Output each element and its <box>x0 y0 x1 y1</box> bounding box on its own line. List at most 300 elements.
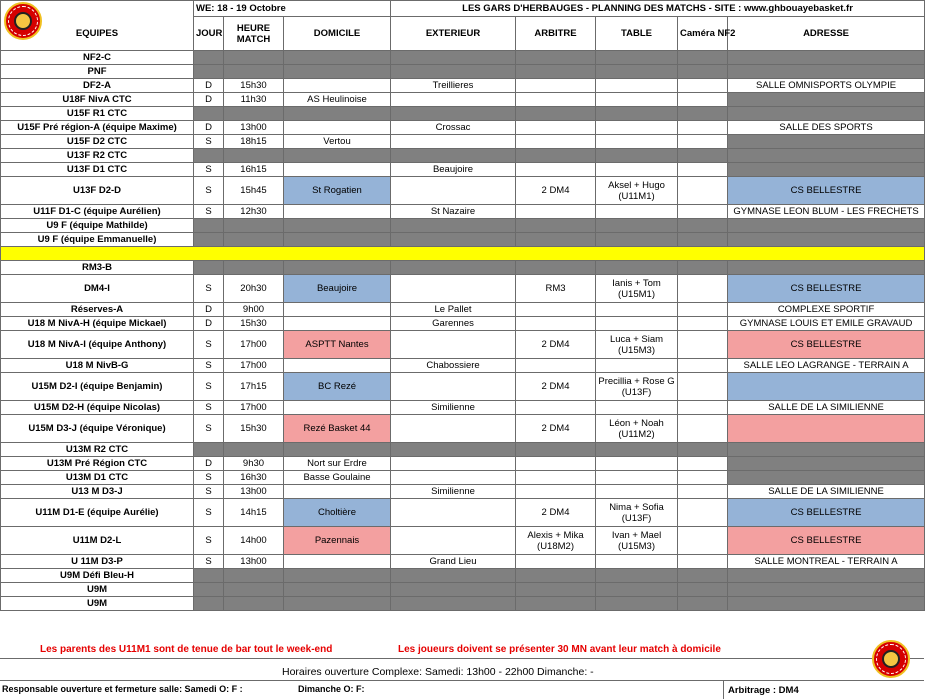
cell-arbitre <box>516 107 596 121</box>
cell-jour: D <box>194 303 224 317</box>
cell-arbitre: 2 DM4 <box>516 331 596 359</box>
cell-domicile <box>284 261 391 275</box>
cell-equipe: U15F R1 CTC <box>1 107 194 121</box>
col-arbitre: ARBITRE <box>516 17 596 51</box>
cell-table-line1: Aksel + Hugo <box>608 179 665 191</box>
cell-arbitre <box>516 135 596 149</box>
cell-heure: 16h15 <box>224 163 284 177</box>
cell-heure <box>224 219 284 233</box>
cell-heure: 13h00 <box>224 555 284 569</box>
cell-exterieur: Chabossiere <box>391 359 516 373</box>
cell-heure: 15h30 <box>224 317 284 331</box>
cell-camera <box>678 107 728 121</box>
cell-equipe: U9M <box>1 597 194 611</box>
cell-arbitre <box>516 583 596 597</box>
cell-equipe: U11F D1-C (équipe Aurélien) <box>1 205 194 219</box>
cell-arbitre <box>516 401 596 415</box>
cell-table <box>596 401 678 415</box>
table-row <box>1 457 925 471</box>
cell-table <box>596 107 678 121</box>
cell-jour: D <box>194 93 224 107</box>
table-row <box>1 261 925 275</box>
cell-exterieur <box>391 583 516 597</box>
cell-arbitre <box>516 261 596 275</box>
cell-table-line2: (U15M3) <box>618 344 655 356</box>
cell-exterieur <box>391 51 516 65</box>
table-row <box>1 303 925 317</box>
cell-arbitre <box>516 219 596 233</box>
cell-heure: 9h30 <box>224 457 284 471</box>
table-row <box>1 471 925 485</box>
cell-jour: S <box>194 415 224 443</box>
cell-adresse: CS BELLESTRE <box>728 275 925 303</box>
cell-exterieur <box>391 65 516 79</box>
cell-table <box>596 443 678 457</box>
cell-jour: S <box>194 331 224 359</box>
cell-exterieur <box>391 135 516 149</box>
cell-jour: S <box>194 135 224 149</box>
cell-table-line2: (U13F) <box>621 386 652 398</box>
cell-camera <box>678 93 728 107</box>
table-row <box>1 401 925 415</box>
cell-camera <box>678 79 728 93</box>
cell-exterieur <box>391 373 516 401</box>
cell-table <box>596 219 678 233</box>
weekend-label: WE: 18 - 19 Octobre <box>194 1 391 17</box>
cell-table <box>596 499 678 527</box>
col-exterieur: EXTERIEUR <box>391 17 516 51</box>
cell-exterieur <box>391 443 516 457</box>
cell-jour: D <box>194 317 224 331</box>
cell-equipe: U11M D1-E (équipe Aurélie) <box>1 499 194 527</box>
cell-adresse <box>728 261 925 275</box>
cell-adresse <box>728 149 925 163</box>
cell-heure <box>224 569 284 583</box>
cell-arbitre <box>516 79 596 93</box>
cell-camera <box>678 303 728 317</box>
cell-adresse <box>728 219 925 233</box>
yellow-separator <box>1 247 925 261</box>
cell-adresse: SALLE DE LA SIMILIENNE <box>728 485 925 499</box>
cell-heure: 16h30 <box>224 471 284 485</box>
cell-heure: 13h00 <box>224 121 284 135</box>
responsible-saturday: Responsable ouverture et fermeture salle: Samedi O: F : <box>2 684 243 694</box>
cell-exterieur <box>391 471 516 485</box>
table-row <box>1 233 925 247</box>
cell-camera <box>678 471 728 485</box>
cell-equipe: U13F R2 CTC <box>1 149 194 163</box>
cell-camera <box>678 219 728 233</box>
cell-jour <box>194 219 224 233</box>
wasp-icon <box>882 650 900 668</box>
cell-heure: 14h15 <box>224 499 284 527</box>
table-row <box>1 219 925 233</box>
table-row <box>1 331 925 359</box>
cell-exterieur <box>391 527 516 555</box>
cell-exterieur <box>391 233 516 247</box>
cell-equipe: U13M Pré Région CTC <box>1 457 194 471</box>
cell-equipe: DF2-A <box>1 79 194 93</box>
cell-arbitre <box>516 527 596 555</box>
table-row <box>1 527 925 555</box>
cell-adresse <box>728 163 925 177</box>
cell-table-line1: Precillia + Rose G <box>598 375 675 387</box>
table-row <box>1 121 925 135</box>
cell-jour <box>194 443 224 457</box>
cell-heure: 12h30 <box>224 205 284 219</box>
footer <box>0 636 924 699</box>
cell-jour: S <box>194 401 224 415</box>
cell-jour <box>194 233 224 247</box>
cell-table <box>596 275 678 303</box>
cell-adresse: SALLE DE LA SIMILIENNE <box>728 401 925 415</box>
cell-exterieur <box>391 569 516 583</box>
cell-arbitre <box>516 443 596 457</box>
cell-arbitre: 2 DM4 <box>516 177 596 205</box>
cell-jour: S <box>194 205 224 219</box>
cell-adresse <box>728 107 925 121</box>
cell-exterieur: Le Pallet <box>391 303 516 317</box>
cell-domicile <box>284 555 391 569</box>
cell-equipe: U18 M NivA-I (équipe Anthony) <box>1 331 194 359</box>
cell-table <box>596 135 678 149</box>
cell-heure: 17h00 <box>224 359 284 373</box>
cell-adresse <box>728 583 925 597</box>
cell-heure: 14h00 <box>224 527 284 555</box>
footer-vdivider <box>723 680 724 699</box>
table-row <box>1 415 925 443</box>
cell-jour <box>194 583 224 597</box>
col-heure: HEURE MATCH <box>224 17 284 51</box>
cell-heure: 9h00 <box>224 303 284 317</box>
cell-table <box>596 359 678 373</box>
cell-table <box>596 597 678 611</box>
cell-domicile <box>284 317 391 331</box>
cell-exterieur <box>391 261 516 275</box>
cell-domicile: BC Rezé <box>284 373 391 401</box>
cell-arbitre <box>516 471 596 485</box>
cell-camera <box>678 163 728 177</box>
cell-camera <box>678 597 728 611</box>
table-row <box>1 135 925 149</box>
cell-camera <box>678 499 728 527</box>
cell-arbitre <box>516 163 596 177</box>
cell-heure <box>224 149 284 163</box>
cell-arbitre <box>516 93 596 107</box>
cell-arbitre <box>516 359 596 373</box>
cell-jour: S <box>194 359 224 373</box>
match-rows <box>1 51 925 611</box>
cell-equipe: U9M Défi Bleu-H <box>1 569 194 583</box>
cell-equipe: U11M D2-L <box>1 527 194 555</box>
cell-arbitre: 2 DM4 <box>516 499 596 527</box>
cell-heure: 17h15 <box>224 373 284 401</box>
cell-heure: 17h00 <box>224 401 284 415</box>
cell-table <box>596 471 678 485</box>
cell-arbitre <box>516 303 596 317</box>
cell-jour: D <box>194 121 224 135</box>
cell-jour: S <box>194 177 224 205</box>
cell-table <box>596 569 678 583</box>
cell-camera <box>678 177 728 205</box>
cell-equipe: U18 M NivB-G <box>1 359 194 373</box>
cell-domicile <box>284 359 391 373</box>
arrival-notice: Les joueurs doivent se présenter 30 MN avant leur match à domicile <box>398 644 721 655</box>
table-row <box>1 359 925 373</box>
cell-equipe: U13F D2-D <box>1 177 194 205</box>
cell-table <box>596 331 678 359</box>
col-table: TABLE <box>596 17 678 51</box>
cell-equipe: U15M D2-I (équipe Benjamin) <box>1 373 194 401</box>
table-row <box>1 499 925 527</box>
cell-adresse <box>728 65 925 79</box>
table-row <box>1 485 925 499</box>
table-row <box>1 205 925 219</box>
cell-arbitre <box>516 569 596 583</box>
cell-domicile <box>284 401 391 415</box>
cell-arbitre: RM3 <box>516 275 596 303</box>
cell-domicile: Vertou <box>284 135 391 149</box>
cell-equipe: RM3-B <box>1 261 194 275</box>
cell-camera <box>678 583 728 597</box>
cell-table-line2: (U11M1) <box>618 190 655 202</box>
cell-domicile <box>284 443 391 457</box>
cell-camera <box>678 135 728 149</box>
cell-heure <box>224 65 284 79</box>
cell-domicile <box>284 303 391 317</box>
cell-adresse <box>728 597 925 611</box>
cell-heure <box>224 107 284 121</box>
cell-jour <box>194 107 224 121</box>
col-domicile: DOMICILE <box>284 17 391 51</box>
cell-arbitre <box>516 51 596 65</box>
cell-equipe: U18F NivA CTC <box>1 93 194 107</box>
cell-equipe: U13M D1 CTC <box>1 471 194 485</box>
cell-domicile: Beaujoire <box>284 275 391 303</box>
cell-exterieur <box>391 499 516 527</box>
cell-exterieur <box>391 107 516 121</box>
cell-adresse: GYMNASE LOUIS ET EMILE GRAVAUD <box>728 317 925 331</box>
table-row <box>1 247 925 261</box>
cell-exterieur <box>391 415 516 443</box>
cell-jour: S <box>194 499 224 527</box>
col-equipes: EQUIPES <box>1 17 194 51</box>
cell-camera <box>678 555 728 569</box>
cell-adresse <box>728 51 925 65</box>
cell-jour: S <box>194 275 224 303</box>
responsible-sunday: Dimanche O: F: <box>298 684 365 694</box>
table-row <box>1 107 925 121</box>
cell-equipe: U9 F (équipe Mathilde) <box>1 219 194 233</box>
cell-heure: 20h30 <box>224 275 284 303</box>
table-row <box>1 555 925 569</box>
cell-adresse <box>728 457 925 471</box>
cell-heure <box>224 583 284 597</box>
cell-camera <box>678 485 728 499</box>
cell-jour: S <box>194 527 224 555</box>
cell-table <box>596 177 678 205</box>
wasp-icon <box>14 12 32 30</box>
cell-equipe: U18 M NivA-H (équipe Mickael) <box>1 317 194 331</box>
cell-heure: 17h00 <box>224 331 284 359</box>
table-row <box>1 275 925 303</box>
cell-table-line1: Luca + Siam <box>609 333 664 345</box>
cell-domicile <box>284 583 391 597</box>
table-row <box>1 443 925 457</box>
cell-table <box>596 93 678 107</box>
cell-equipe: U15M D2-H (équipe Nicolas) <box>1 401 194 415</box>
cell-adresse: CS BELLESTRE <box>728 331 925 359</box>
cell-equipe: U13M R2 CTC <box>1 443 194 457</box>
cell-table <box>596 303 678 317</box>
cell-camera <box>678 457 728 471</box>
cell-heure: 11h30 <box>224 93 284 107</box>
cell-jour <box>194 569 224 583</box>
arbitrage-label: Arbitrage : DM4 <box>728 685 799 696</box>
table-row <box>1 583 925 597</box>
cell-exterieur: Crossac <box>391 121 516 135</box>
cell-domicile <box>284 205 391 219</box>
cell-arbitre <box>516 121 596 135</box>
cell-domicile <box>284 149 391 163</box>
cell-arbitre-line1: Alexis + Mika <box>527 529 584 541</box>
cell-adresse: SALLE OMNISPORTS OLYMPIE <box>728 79 925 93</box>
cell-table <box>596 149 678 163</box>
cell-exterieur <box>391 149 516 163</box>
club-logo-bottom <box>872 640 910 678</box>
cell-adresse: CS BELLESTRE <box>728 527 925 555</box>
cell-camera <box>678 261 728 275</box>
cell-equipe: U13F D1 CTC <box>1 163 194 177</box>
cell-heure: 18h15 <box>224 135 284 149</box>
cell-equipe: U9M <box>1 583 194 597</box>
cell-table-line2: (U15M3) <box>618 540 655 552</box>
cell-exterieur <box>391 457 516 471</box>
cell-table <box>596 233 678 247</box>
cell-equipe: NF2-C <box>1 51 194 65</box>
cell-equipe: U15F Pré région-A (équipe Maxime) <box>1 121 194 135</box>
table-row <box>1 177 925 205</box>
cell-jour <box>194 597 224 611</box>
table-row <box>1 51 925 65</box>
table-row <box>1 79 925 93</box>
cell-adresse <box>728 233 925 247</box>
cell-exterieur <box>391 331 516 359</box>
cell-exterieur <box>391 275 516 303</box>
cell-camera <box>678 275 728 303</box>
cell-exterieur: St Nazaire <box>391 205 516 219</box>
cell-equipe: DM4-I <box>1 275 194 303</box>
cell-table <box>596 373 678 401</box>
table-row <box>1 569 925 583</box>
cell-arbitre <box>516 485 596 499</box>
cell-table <box>596 317 678 331</box>
table-row <box>1 65 925 79</box>
cell-camera <box>678 569 728 583</box>
cell-heure <box>224 443 284 457</box>
cell-camera <box>678 373 728 401</box>
cell-arbitre <box>516 149 596 163</box>
cell-domicile: AS Heulinoise <box>284 93 391 107</box>
cell-domicile <box>284 107 391 121</box>
cell-arbitre <box>516 555 596 569</box>
cell-camera <box>678 359 728 373</box>
cell-table <box>596 583 678 597</box>
cell-domicile <box>284 597 391 611</box>
cell-arbitre <box>516 233 596 247</box>
cell-domicile <box>284 233 391 247</box>
cell-table <box>596 555 678 569</box>
cell-heure: 13h00 <box>224 485 284 499</box>
cell-camera <box>678 51 728 65</box>
cell-arbitre: 2 DM4 <box>516 373 596 401</box>
cell-adresse: SALLE MONTREAL - TERRAIN A <box>728 555 925 569</box>
cell-exterieur: Treillieres <box>391 79 516 93</box>
cell-exterieur <box>391 93 516 107</box>
cell-domicile <box>284 65 391 79</box>
cell-domicile: Basse Goulaine <box>284 471 391 485</box>
cell-jour <box>194 51 224 65</box>
cell-equipe: U9 F (équipe Emmanuelle) <box>1 233 194 247</box>
cell-camera <box>678 317 728 331</box>
cell-arbitre <box>516 457 596 471</box>
footer-divider-2 <box>0 680 924 681</box>
bar-notice: Les parents des U11M1 sont de tenue de bar tout le week-end <box>40 644 333 655</box>
cell-table <box>596 527 678 555</box>
footer-divider <box>0 658 924 659</box>
cell-domicile <box>284 163 391 177</box>
cell-camera <box>678 205 728 219</box>
table-row <box>1 373 925 401</box>
cell-heure <box>224 51 284 65</box>
cell-arbitre <box>516 317 596 331</box>
table-row <box>1 597 925 611</box>
col-adresse: ADRESSE <box>728 17 925 51</box>
cell-adresse: SALLE DES SPORTS <box>728 121 925 135</box>
cell-table <box>596 457 678 471</box>
cell-table-line2: (U15M1) <box>618 288 655 300</box>
cell-table <box>596 65 678 79</box>
cell-equipe: U 11M D3-P <box>1 555 194 569</box>
cell-exterieur: Similienne <box>391 485 516 499</box>
cell-equipe: PNF <box>1 65 194 79</box>
cell-domicile: Nort sur Erdre <box>284 457 391 471</box>
cell-table-line1: Léon + Noah <box>609 417 664 429</box>
cell-domicile: Choltière <box>284 499 391 527</box>
cell-jour: S <box>194 471 224 485</box>
cell-adresse <box>728 471 925 485</box>
cell-jour <box>194 261 224 275</box>
cell-domicile: Pazennais <box>284 527 391 555</box>
cell-exterieur: Similienne <box>391 401 516 415</box>
cell-domicile <box>284 569 391 583</box>
cell-camera <box>678 331 728 359</box>
cell-domicile: ASPTT Nantes <box>284 331 391 359</box>
cell-adresse: CS BELLESTRE <box>728 499 925 527</box>
cell-camera <box>678 415 728 443</box>
cell-table <box>596 79 678 93</box>
cell-exterieur: Grand Lieu <box>391 555 516 569</box>
cell-camera <box>678 233 728 247</box>
cell-camera <box>678 149 728 163</box>
cell-adresse <box>728 135 925 149</box>
cell-adresse <box>728 415 925 443</box>
cell-arbitre: 2 DM4 <box>516 415 596 443</box>
cell-domicile <box>284 51 391 65</box>
cell-domicile <box>284 219 391 233</box>
cell-table <box>596 485 678 499</box>
cell-adresse: GYMNASE LEON BLUM - LES FRECHETS <box>728 205 925 219</box>
